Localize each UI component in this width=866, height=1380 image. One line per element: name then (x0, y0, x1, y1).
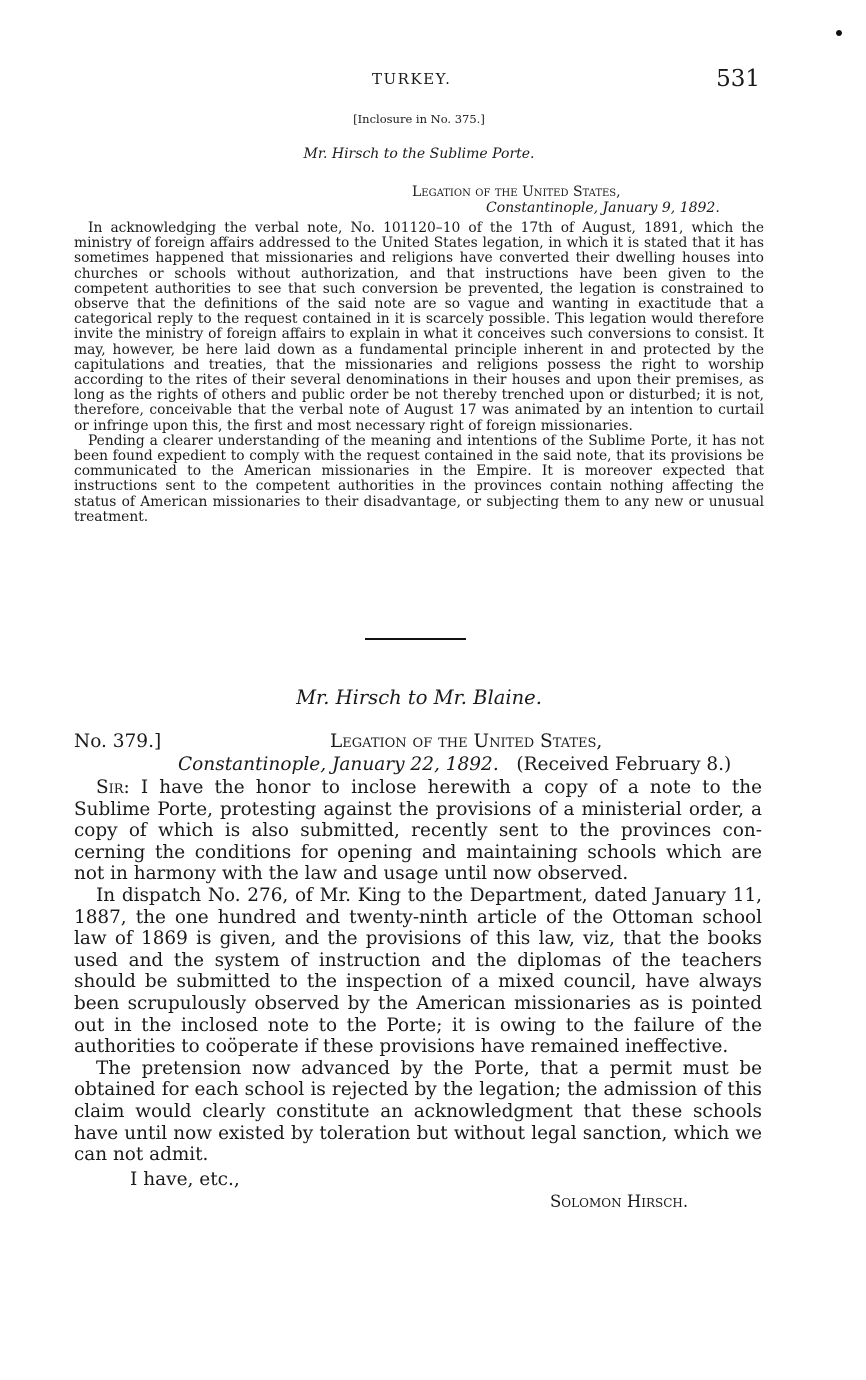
dispatch-heading: Mr. Hirsch to Mr. Blaine. (296, 686, 542, 709)
inclosure-paragraph: In acknowledging the verbal note, No. 101120–10 of the 17th of August, 1891, which the ministry of foreign affairs addressed to the United States legation, in which it is stated that it has sometimes happened that missionaries and religions have converted their dwelling houses into churches or schools without authorization, and that instructions have been given to the competent authorities to see that such conversion be prevented, the legation is constrained to observe that the definitions of the said note are so vague and wanting in exactitude that a categorical reply to the request contained in it is scarcely possible. This legation would therefore invite the ministry of foreign affairs to explain in what it conceives such conversions to consist. It may, however, be here laid down as a fundamental principle inherent in and protected by the capitulations and treaties, that the missionaries and religions possess the right to worship according to the rites of their several denominations in their houses and upon their premises, as long as the rights of others and public order be not thereby trenched upon or disturbed; it is not, therefore, conceivable that the verbal note of August 17 was animated by an intention to curtail or infringe upon this, the first and most necessary right of foreign missionaries. (74, 220, 764, 434)
dispatch-body (74, 777, 762, 1166)
dispatch-received: (Received February 8.) (516, 754, 732, 775)
dispatch-date-place: Constantinople, January 22, 1892. (178, 754, 499, 775)
running-head (74, 66, 764, 94)
dispatch-paragraph-text: I have the honor to inclose herewith a copy of a note to the Sublime Porte, protesting against the provisions of a ministerial order, a copy of which is also submitted, recently sent to the provinces concerning the conditions for opening and maintaining schools which are not in harmony with the law and usage until now observed. (74, 777, 762, 885)
ink-speck (836, 30, 842, 36)
running-head-title: TURKEY. (372, 70, 452, 88)
inclosure-legation: Legation of the United States, (412, 184, 621, 200)
signature: Solomon Hirsch. (550, 1192, 689, 1211)
salutation: Sir: (96, 777, 130, 798)
inclosure-heading: Mr. Hirsch to the Sublime Porte. (303, 146, 535, 162)
dispatch-paragraph (74, 777, 762, 885)
section-divider (365, 638, 466, 640)
dispatch-paragraph: The pretension now advanced by the Porte, that a permit must be obtained for each school is rejected by the legation; the admission of this claim would clearly constitute an acknowledgment that these schools have until now existed by toleration but without legal sanction, which we can not admit. (74, 1057, 762, 1166)
page-number: 531 (716, 66, 760, 92)
inclosure-note: [Inclosure in No. 375.] (353, 112, 485, 126)
closing: I have, etc., (130, 1169, 240, 1190)
dispatch-number: No. 379.] (74, 731, 162, 752)
inclosure-paragraph: Pending a clearer understanding of the meaning and intentions of the Sublime Porte, it has not been found expedient to comply with the request contained in the said note, that its provisions be communicated to the American missionaries in the Empire. It is moreover expected that instructions sent to the competent authorities in the provinces contain nothing affecting the status of American missionaries to their disadvantage, or subjecting them to any new or unusual treatment. (74, 432, 764, 525)
dispatch-legation: Legation of the United States, (330, 731, 603, 752)
dispatch-paragraph: In dispatch No. 276, of Mr. King to the Department, dated January 11, 1887, the one hundred and twenty-ninth article of the Ottoman school law of 1869 is given, and the provisions of this law, viz, that the books used and the system of instruction and the diplomas of the teachers should be submitted to the inspection of a mixed council, have always been scrupulously observed by the American missionaries as is pointed out in the inclosed note to the Porte; it is owing to the failure of the authorities to coöperate if these provisions have remained ineffective. (74, 884, 762, 1058)
inclosure-dateline: Constantinople, January 9, 1892. (486, 200, 720, 216)
inclosure-body (74, 221, 764, 525)
dispatch-dateline (178, 754, 731, 775)
